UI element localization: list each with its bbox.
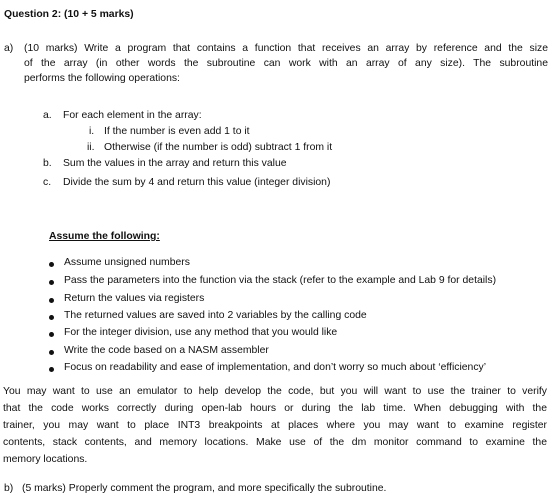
assume-item-text: Write the code based on a NASM assembler xyxy=(64,345,269,356)
bullet-dot xyxy=(49,280,54,285)
assume-item-text: Assume unsigned numbers xyxy=(64,257,190,268)
part-b-text: (5 marks) Properly comment the program, and more specifically the subroutine. xyxy=(22,483,387,494)
assume-item-text: The returned values are saved into 2 variables by the calling code xyxy=(64,310,367,321)
assume-item-text: Focus on readability and ease of implementation, and don’t worry so much about ‘efficiency’ xyxy=(64,362,487,373)
paragraph-line: that the code works correctly during open-lab hours or during the lab time. When debugging with the xyxy=(3,403,547,414)
question-title: Question 2: (10 + 5 marks) xyxy=(4,9,134,20)
op-a-marker: a. xyxy=(43,110,52,121)
bullet-dot xyxy=(49,262,54,267)
op-i-marker: i. xyxy=(89,126,95,137)
bullet-dot xyxy=(49,367,54,372)
paragraph-line: trainer, you may want to place INT3 breakpoints at places where you may want to examine register xyxy=(3,420,547,431)
paragraph-line: You may want to use an emulator to help develop the code, but you will want to use the trainer to verify xyxy=(3,386,547,397)
part-a-line-1: (10 marks) Write a program that contains a function that receives an array by reference and the size xyxy=(24,43,548,54)
part-a-marker: a) xyxy=(4,43,14,54)
part-a-line-3: performs the following operations: xyxy=(24,73,180,84)
assume-heading: Assume the following: xyxy=(49,231,160,242)
bullet-dot xyxy=(49,315,54,320)
bullet-dot xyxy=(49,332,54,337)
op-a-text: For each element in the array: xyxy=(63,110,202,121)
assume-item-text: For the integer division, use any method that you would like xyxy=(64,327,338,338)
op-b-marker: b. xyxy=(43,158,52,169)
paragraph-line: contents, stack contents, and memory locations. Make use of the dm monitor command to examine the xyxy=(3,437,547,448)
part-b-marker: b) xyxy=(4,483,14,494)
assume-item-text: Pass the parameters into the function via the stack (refer to the example and Lab 9 for details) xyxy=(64,275,497,286)
bullet-dot xyxy=(49,350,54,355)
assume-item-text: Return the values via registers xyxy=(64,293,205,304)
part-a-line-2: of the array (in other words the subroutine can work with an array of any size). The subroutine xyxy=(24,58,548,69)
bullet-dot xyxy=(49,298,54,303)
op-i-text: If the number is even add 1 to it xyxy=(104,126,250,137)
op-ii-marker: ii. xyxy=(87,142,95,153)
op-c-text: Divide the sum by 4 and return this value (integer division) xyxy=(63,177,331,188)
op-c-marker: c. xyxy=(43,177,52,188)
op-b-text: Sum the values in the array and return this value xyxy=(63,158,287,169)
op-ii-text: Otherwise (if the number is odd) subtract 1 from it xyxy=(104,142,333,153)
paragraph-line: memory locations. xyxy=(3,454,88,465)
